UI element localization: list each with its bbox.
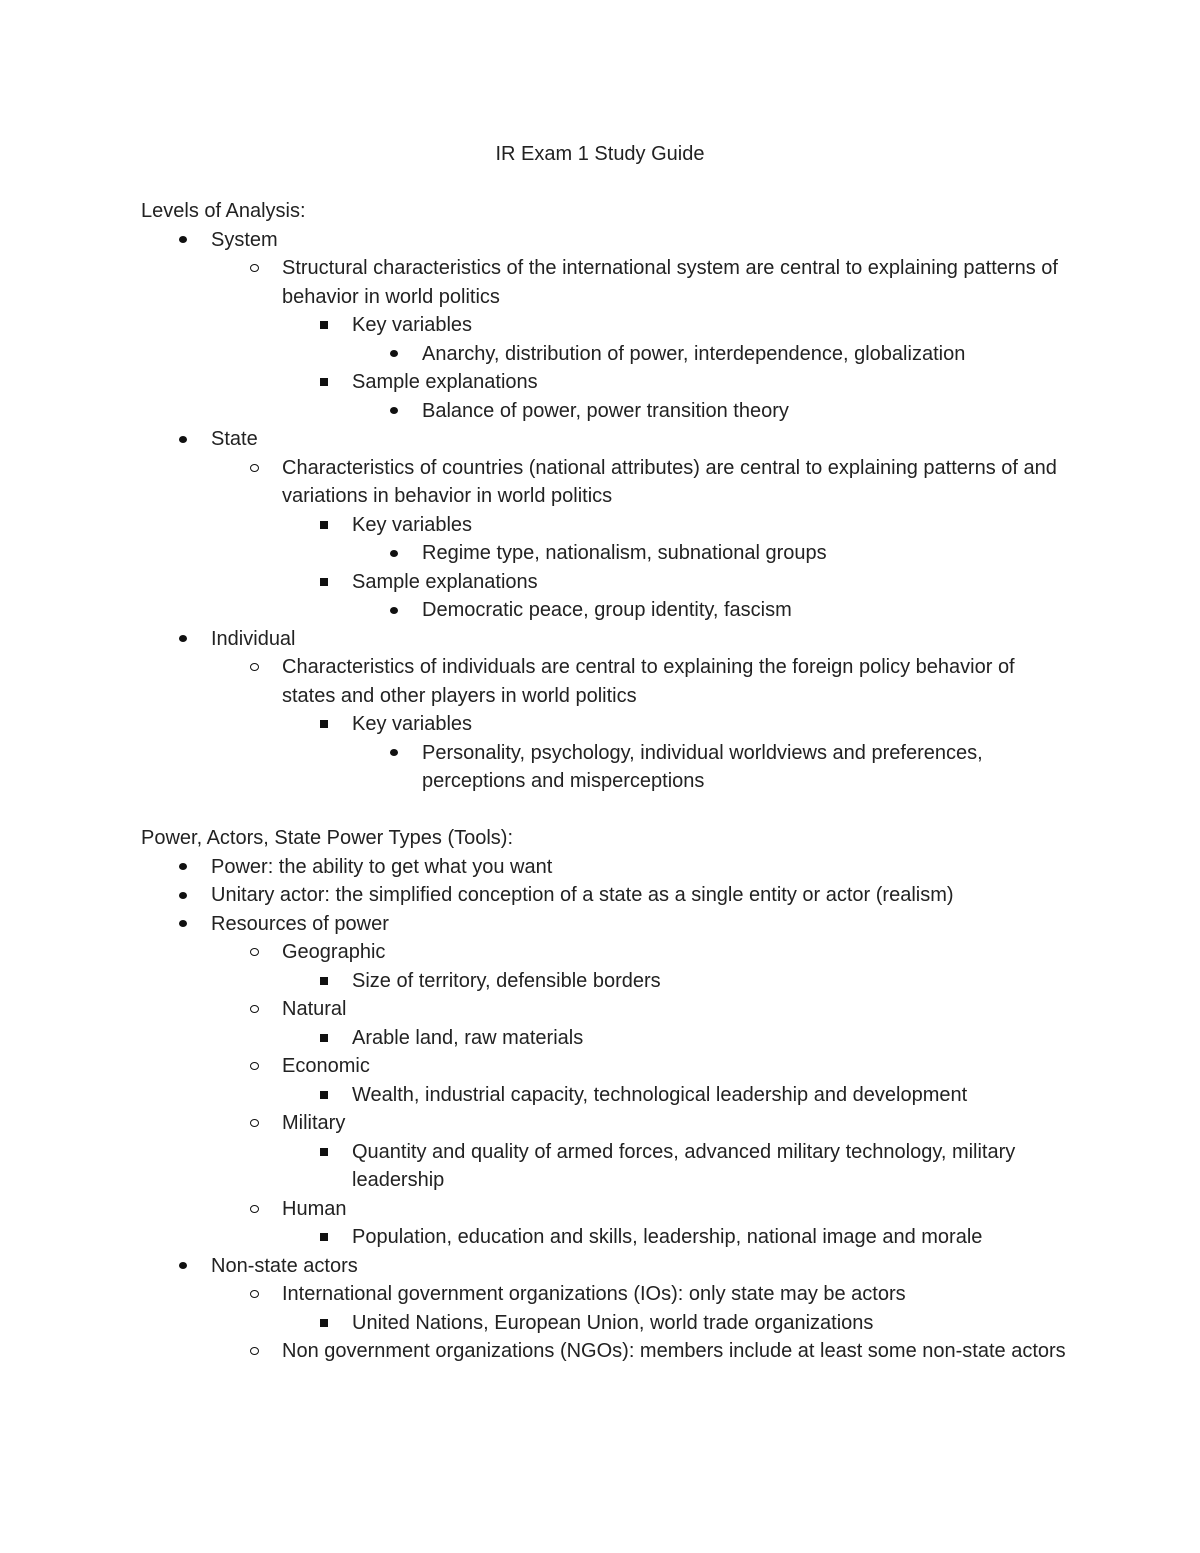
bullet-list — [352, 397, 1071, 426]
bullet-square-icon — [317, 1223, 331, 1252]
list-item: Democratic peace, group identity, fascism — [352, 596, 1071, 625]
page-title: IR Exam 1 Study Guide — [495, 143, 705, 165]
bullet-square-icon — [317, 1081, 331, 1110]
bullet-disc-icon — [176, 853, 190, 882]
list-item: Size of territory, defensible borders — [282, 967, 1071, 996]
bullet-list — [211, 254, 1071, 425]
bullet-list — [282, 710, 1071, 796]
bullet-square-icon — [317, 368, 331, 397]
list-item: Regime type, nationalism, subnational groups — [352, 539, 1071, 568]
bullet-list — [282, 311, 1071, 425]
bullet-disc-icon — [387, 739, 401, 768]
list-item: Arable land, raw materials — [282, 1024, 1071, 1053]
list-item: International government organizations (IOs): only state may be actors United Nations, European Union, world trade organizations — [211, 1280, 1071, 1337]
bullet-disc-icon — [176, 226, 190, 255]
list-item: Non government organizations (NGOs): members include at least some non-state actors — [211, 1337, 1071, 1366]
bullet-circle-icon — [247, 653, 261, 682]
list-item: Sample explanations Balance of power, power transition theory — [282, 368, 1071, 425]
bullet-square-icon — [317, 967, 331, 996]
section-heading: Power, Actors, State Power Types (Tools): — [141, 827, 514, 849]
bullet-list — [211, 938, 1071, 1252]
bullet-square-icon — [317, 1138, 331, 1167]
bullet-square-icon — [317, 710, 331, 739]
bullet-circle-icon — [247, 1195, 261, 1224]
list-item: Personality, psychology, individual worldviews and preferences, perceptions and misperceptions — [352, 739, 1071, 796]
document-body — [141, 197, 1071, 1366]
bullet-circle-icon — [247, 254, 261, 283]
bullet-list — [352, 739, 1071, 796]
list-item: Characteristics of individuals are central to explaining the foreign policy behavior of states and other players in world politics Key variables Personality, psychology, individual worldviews and preferences, perceptions and misperceptions — [211, 653, 1071, 796]
list-item: Quantity and quality of armed forces, advanced military technology, military leadership — [282, 1138, 1071, 1195]
list-item: Wealth, industrial capacity, technological leadership and development — [282, 1081, 1071, 1110]
bullet-list — [282, 1138, 1071, 1195]
bullet-circle-icon — [247, 454, 261, 483]
bullet-circle-icon — [247, 1280, 261, 1309]
bullet-disc-icon — [387, 596, 401, 625]
bullet-list — [282, 967, 1071, 996]
bullet-list — [282, 511, 1071, 625]
list-item: Sample explanations Democratic peace, group identity, fascism — [282, 568, 1071, 625]
bullet-list — [211, 653, 1071, 796]
list-item: Individual Characteristics of individuals are central to explaining the foreign policy behavior of states and other players in world politics Key variables Personality, psychology, individual worldviews and preferences, perceptions and misperceptions — [141, 625, 1071, 796]
list-item: Resources of power Geographic Size of territory, defensible borders Natural Arable land, raw materials Economic Wealth, industrial capacity, technological leadership and development Military Quantity and quality of armed forces, advanced military technology, military leadership Human Population, education and skills, leadership, national image and morale — [141, 910, 1071, 1252]
bullet-square-icon — [317, 1024, 331, 1053]
bullet-square-icon — [317, 511, 331, 540]
bullet-list — [352, 340, 1071, 369]
bullet-list — [352, 539, 1071, 568]
bullet-list — [282, 1223, 1071, 1252]
bullet-circle-icon — [247, 1052, 261, 1081]
list-item: Structural characteristics of the international system are central to explaining patterns of behavior in world politics Key variables Anarchy, distribution of power, interdependence, globalization Sample explanations Balance of power, power transition theory — [211, 254, 1071, 425]
bullet-disc-icon — [387, 340, 401, 369]
bullet-disc-icon — [176, 910, 190, 939]
list-item: United Nations, European Union, world trade organizations — [282, 1309, 1071, 1338]
list-item: Non-state actors International government organizations (IOs): only state may be actors United Nations, European Union, world trade organizations Non government organizations (NGOs): members include at least some non-state actors — [141, 1252, 1071, 1366]
bullet-list — [211, 454, 1071, 625]
bullet-square-icon — [317, 1309, 331, 1338]
bullet-square-icon — [317, 568, 331, 597]
list-item: Key variables Personality, psychology, individual worldviews and preferences, perceptions and misperceptions — [282, 710, 1071, 796]
bullet-circle-icon — [247, 1109, 261, 1138]
list-item: Natural Arable land, raw materials — [211, 995, 1071, 1052]
list-item: Anarchy, distribution of power, interdependence, globalization — [352, 340, 1071, 369]
bullet-list — [211, 1280, 1071, 1366]
bullet-list — [352, 596, 1071, 625]
bullet-disc-icon — [176, 881, 190, 910]
bullet-list — [141, 853, 1071, 1366]
bullet-disc-icon — [387, 539, 401, 568]
list-item: Key variables Regime type, nationalism, subnational groups — [282, 511, 1071, 568]
bullet-list — [141, 226, 1071, 796]
list-item: Unitary actor: the simplified conception of a state as a single entity or actor (realism) — [141, 881, 1071, 910]
bullet-disc-icon — [176, 1252, 190, 1281]
bullet-disc-icon — [176, 425, 190, 454]
list-item: Economic Wealth, industrial capacity, technological leadership and development — [211, 1052, 1071, 1109]
list-item: Key variables Anarchy, distribution of power, interdependence, globalization — [282, 311, 1071, 368]
bullet-circle-icon — [247, 995, 261, 1024]
bullet-list — [282, 1309, 1071, 1338]
list-item: Characteristics of countries (national attributes) are central to explaining patterns of and variations in behavior in world politics Key variables Regime type, nationalism, subnational groups Sample explanations Democratic peace, group identity, fascism — [211, 454, 1071, 625]
list-item: Population, education and skills, leadership, national image and morale — [282, 1223, 1071, 1252]
bullet-square-icon — [317, 311, 331, 340]
bullet-disc-icon — [176, 625, 190, 654]
bullet-list — [282, 1081, 1071, 1110]
list-item: Balance of power, power transition theory — [352, 397, 1071, 426]
list-item: Power: the ability to get what you want — [141, 853, 1071, 882]
list-item: Geographic Size of territory, defensible borders — [211, 938, 1071, 995]
bullet-circle-icon — [247, 1337, 261, 1366]
list-item: State Characteristics of countries (national attributes) are central to explaining patterns of and variations in behavior in world politics Key variables Regime type, nationalism, subnational groups Sample explanations Democratic peace, group identity, fascism — [141, 425, 1071, 625]
bullet-list — [282, 1024, 1071, 1053]
spacer — [141, 796, 1071, 825]
bullet-circle-icon — [247, 938, 261, 967]
list-item: System Structural characteristics of the international system are central to explaining patterns of behavior in world politics Key variables Anarchy, distribution of power, interdependence, globalization Sample explanations Balance of power, power transition theory — [141, 226, 1071, 426]
list-item: Human Population, education and skills, leadership, national image and morale — [211, 1195, 1071, 1252]
bullet-disc-icon — [387, 397, 401, 426]
section-heading: Levels of Analysis: — [141, 200, 306, 222]
list-item: Military Quantity and quality of armed forces, advanced military technology, military leadership — [211, 1109, 1071, 1195]
